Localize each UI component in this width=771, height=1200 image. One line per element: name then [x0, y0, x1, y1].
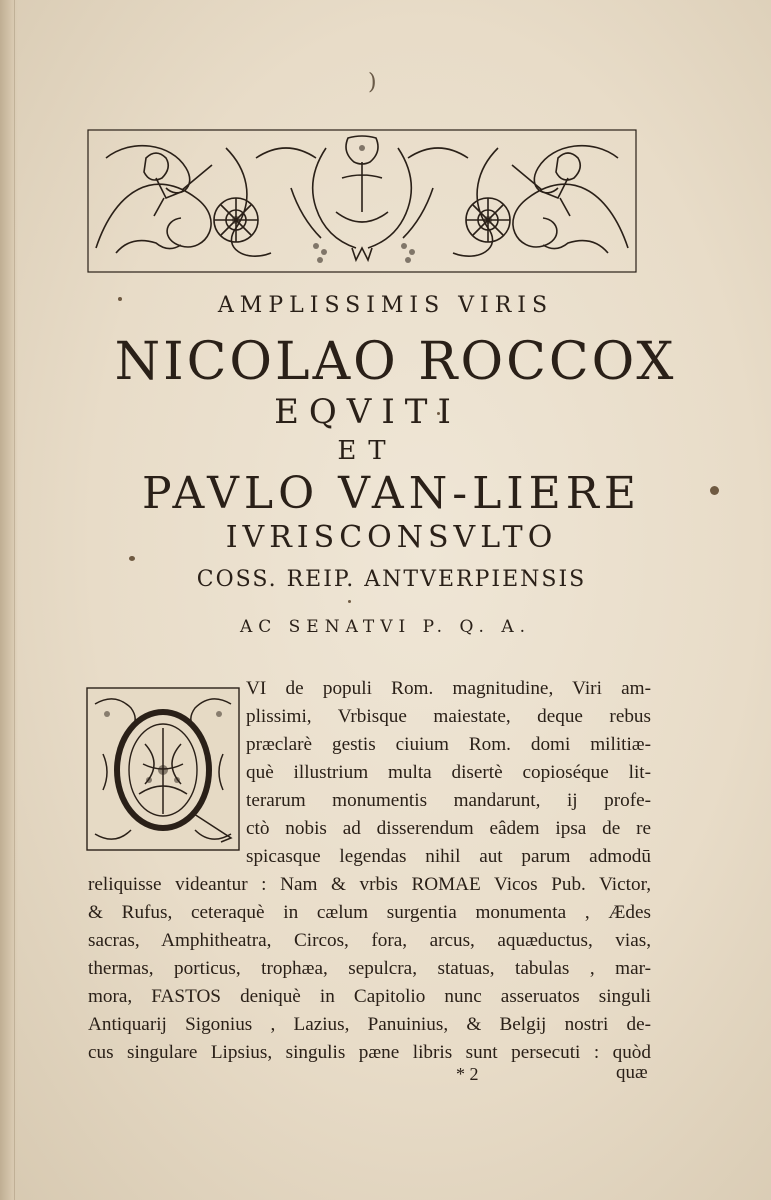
body-line: què illustrium multa disertè copioséque lit-	[246, 762, 651, 783]
page-fold	[14, 0, 15, 1200]
body-line: Antiquarij Sigonius , Lazius, Panuinius, & Belgij nostri de-	[88, 1014, 651, 1035]
dedication-title-iurisconsulto: IVRISCONSVLTO	[225, 520, 558, 555]
signature-mark: * 2	[456, 1064, 479, 1084]
dedication-line-amplissimis: AMPLISSIMIS VIRIS	[217, 293, 554, 318]
body-line: plissimi, Vrbisque maiestate, deque rebus	[246, 706, 651, 727]
initial-letter	[83, 684, 243, 854]
top-mark: )	[368, 70, 377, 95]
body-line: reliquisse videantur : Nam & vrbis ROMAE Vicos Pub. Victor,	[88, 874, 651, 895]
body-line: VI de populi Rom. magnitudine, Viri am-	[246, 678, 651, 699]
dedication-line-antverpiensis: COSS. REIP. ANTVERPIENSIS	[196, 567, 587, 592]
body-line: & Rufus, ceteraquè in cælum surgentia monumenta , Ædes	[88, 902, 651, 923]
body-line: sacras, Amphitheatra, Circos, fora, arcus, aquæductus, vias,	[88, 930, 651, 951]
body-line: terarum monumentis mandarunt, ij profe-	[246, 790, 651, 811]
body-line: cus singulare Lipsius, singulis pæne libris sunt persecuti : quòd	[88, 1042, 651, 1063]
page-edge-shadow	[0, 0, 18, 1200]
dedication-line-senatui: AC SENATVI P. Q. A.	[239, 617, 532, 637]
body-line: mora, FASTOS deniquè in Capitolio nunc asseruatos singuli	[88, 986, 651, 1007]
dedication-name-roccox: NICOLAO ROCCOX	[114, 332, 677, 392]
dedication-name-van-liere: PAVLO VAN-LIERE	[141, 468, 642, 519]
ornamental-headpiece-icon	[86, 128, 638, 274]
body-line: præclarè gestis ciuium Rom. domi militiæ-	[246, 734, 651, 755]
body-line: ctò nobis ad disserendum eâdem ipsa de re	[246, 818, 651, 839]
ink-speck	[129, 556, 135, 561]
catchword: quæ	[616, 1062, 648, 1083]
dedication-title-equiti: EQVITI	[274, 392, 461, 432]
ink-speck	[348, 600, 351, 603]
body-line: spicasque legendas nihil aut parum admodū	[246, 846, 651, 867]
dedication-conjunction-et: ET	[337, 436, 398, 466]
decorated-initial-icon	[83, 684, 243, 854]
body-line: thermas, porticus, trophæa, sepulcra, statuas, tabulas , mar-	[88, 958, 651, 979]
